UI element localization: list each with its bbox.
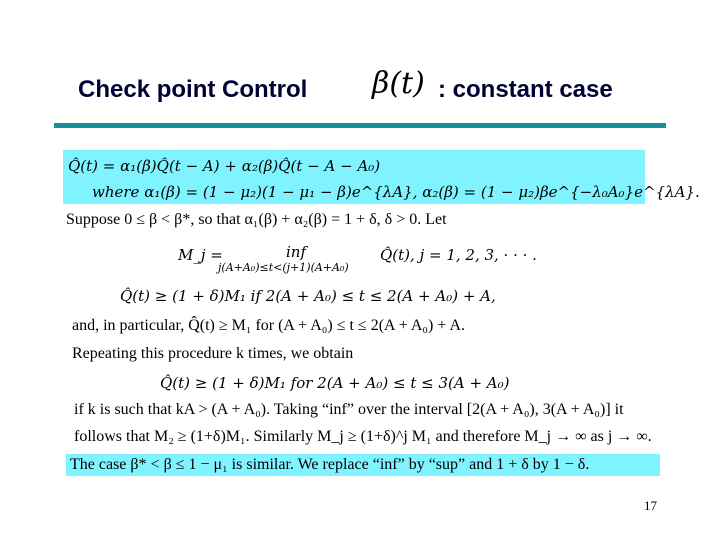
equation-q-bound-2: Q̂(t) ≥ (1 + δ)M₁ for 2(A + A₀) ≤ t ≤ 3(A + A₀): [160, 374, 510, 392]
text-in-particular: and, in particular, Q̂(t) ≥ M₁ for (A + A₀) ≤ t ≤ 2(A + A₀) + A.: [72, 317, 466, 334]
title-underline-rule: [54, 123, 666, 128]
page-number: 17: [644, 498, 657, 513]
title-text-part2: : constant case: [438, 76, 613, 103]
equation-mj-subscript: j(A+A₀)≤t<(j+1)(A+A₀): [218, 261, 349, 274]
slide-title: [78, 76, 307, 104]
equation-q-recursion: Q̂(t) = α₁(β)Q̂(t − A) + α₂(β)Q̂(t − A − A₀): [68, 157, 381, 175]
title-math-beta-t: β(t): [372, 66, 425, 101]
text-follows-that: follows that M₂ ≥ (1+δ)M₁. Similarly M_j ≥ (1+δ)^j M₁ and therefore M_j → ∞ as j → ∞.: [74, 428, 652, 445]
equation-q-bound-1: Q̂(t) ≥ (1 + δ)M₁ if 2(A + A₀) ≤ t ≤ 2(A + A₀) + A,: [120, 287, 496, 305]
equation-mj-inf: inf: [286, 243, 307, 261]
text-repeating: Repeating this procedure k times, we obtain: [72, 345, 354, 362]
equation-mj-rhs: Q̂(t), j = 1, 2, 3, · · · .: [380, 246, 537, 264]
title-text-part1: Check point Control: [78, 76, 308, 103]
text-the-case: The case β* < β ≤ 1 − μ₁ is similar. We replace “inf” by “sup” and 1 + δ by 1 − δ.: [70, 456, 590, 473]
text-suppose: Suppose 0 ≤ β < β*, so that α₁(β) + α₂(β) = 1 + δ, δ > 0. Let: [66, 211, 447, 228]
equation-mj-lhs: M_j =: [178, 246, 223, 264]
equation-alpha-definitions: where α₁(β) = (1 − μ₂)(1 − μ₁ − β)e^{λA}, α₂(β) = (1 − μ₂)βe^{−λ₀A₀}e^{λA}.: [92, 183, 700, 201]
text-if-k: if k is such that kA > (A + A₀). Taking “inf” over the interval [2(A + A₀), 3(A + A₀)] it: [74, 401, 624, 418]
